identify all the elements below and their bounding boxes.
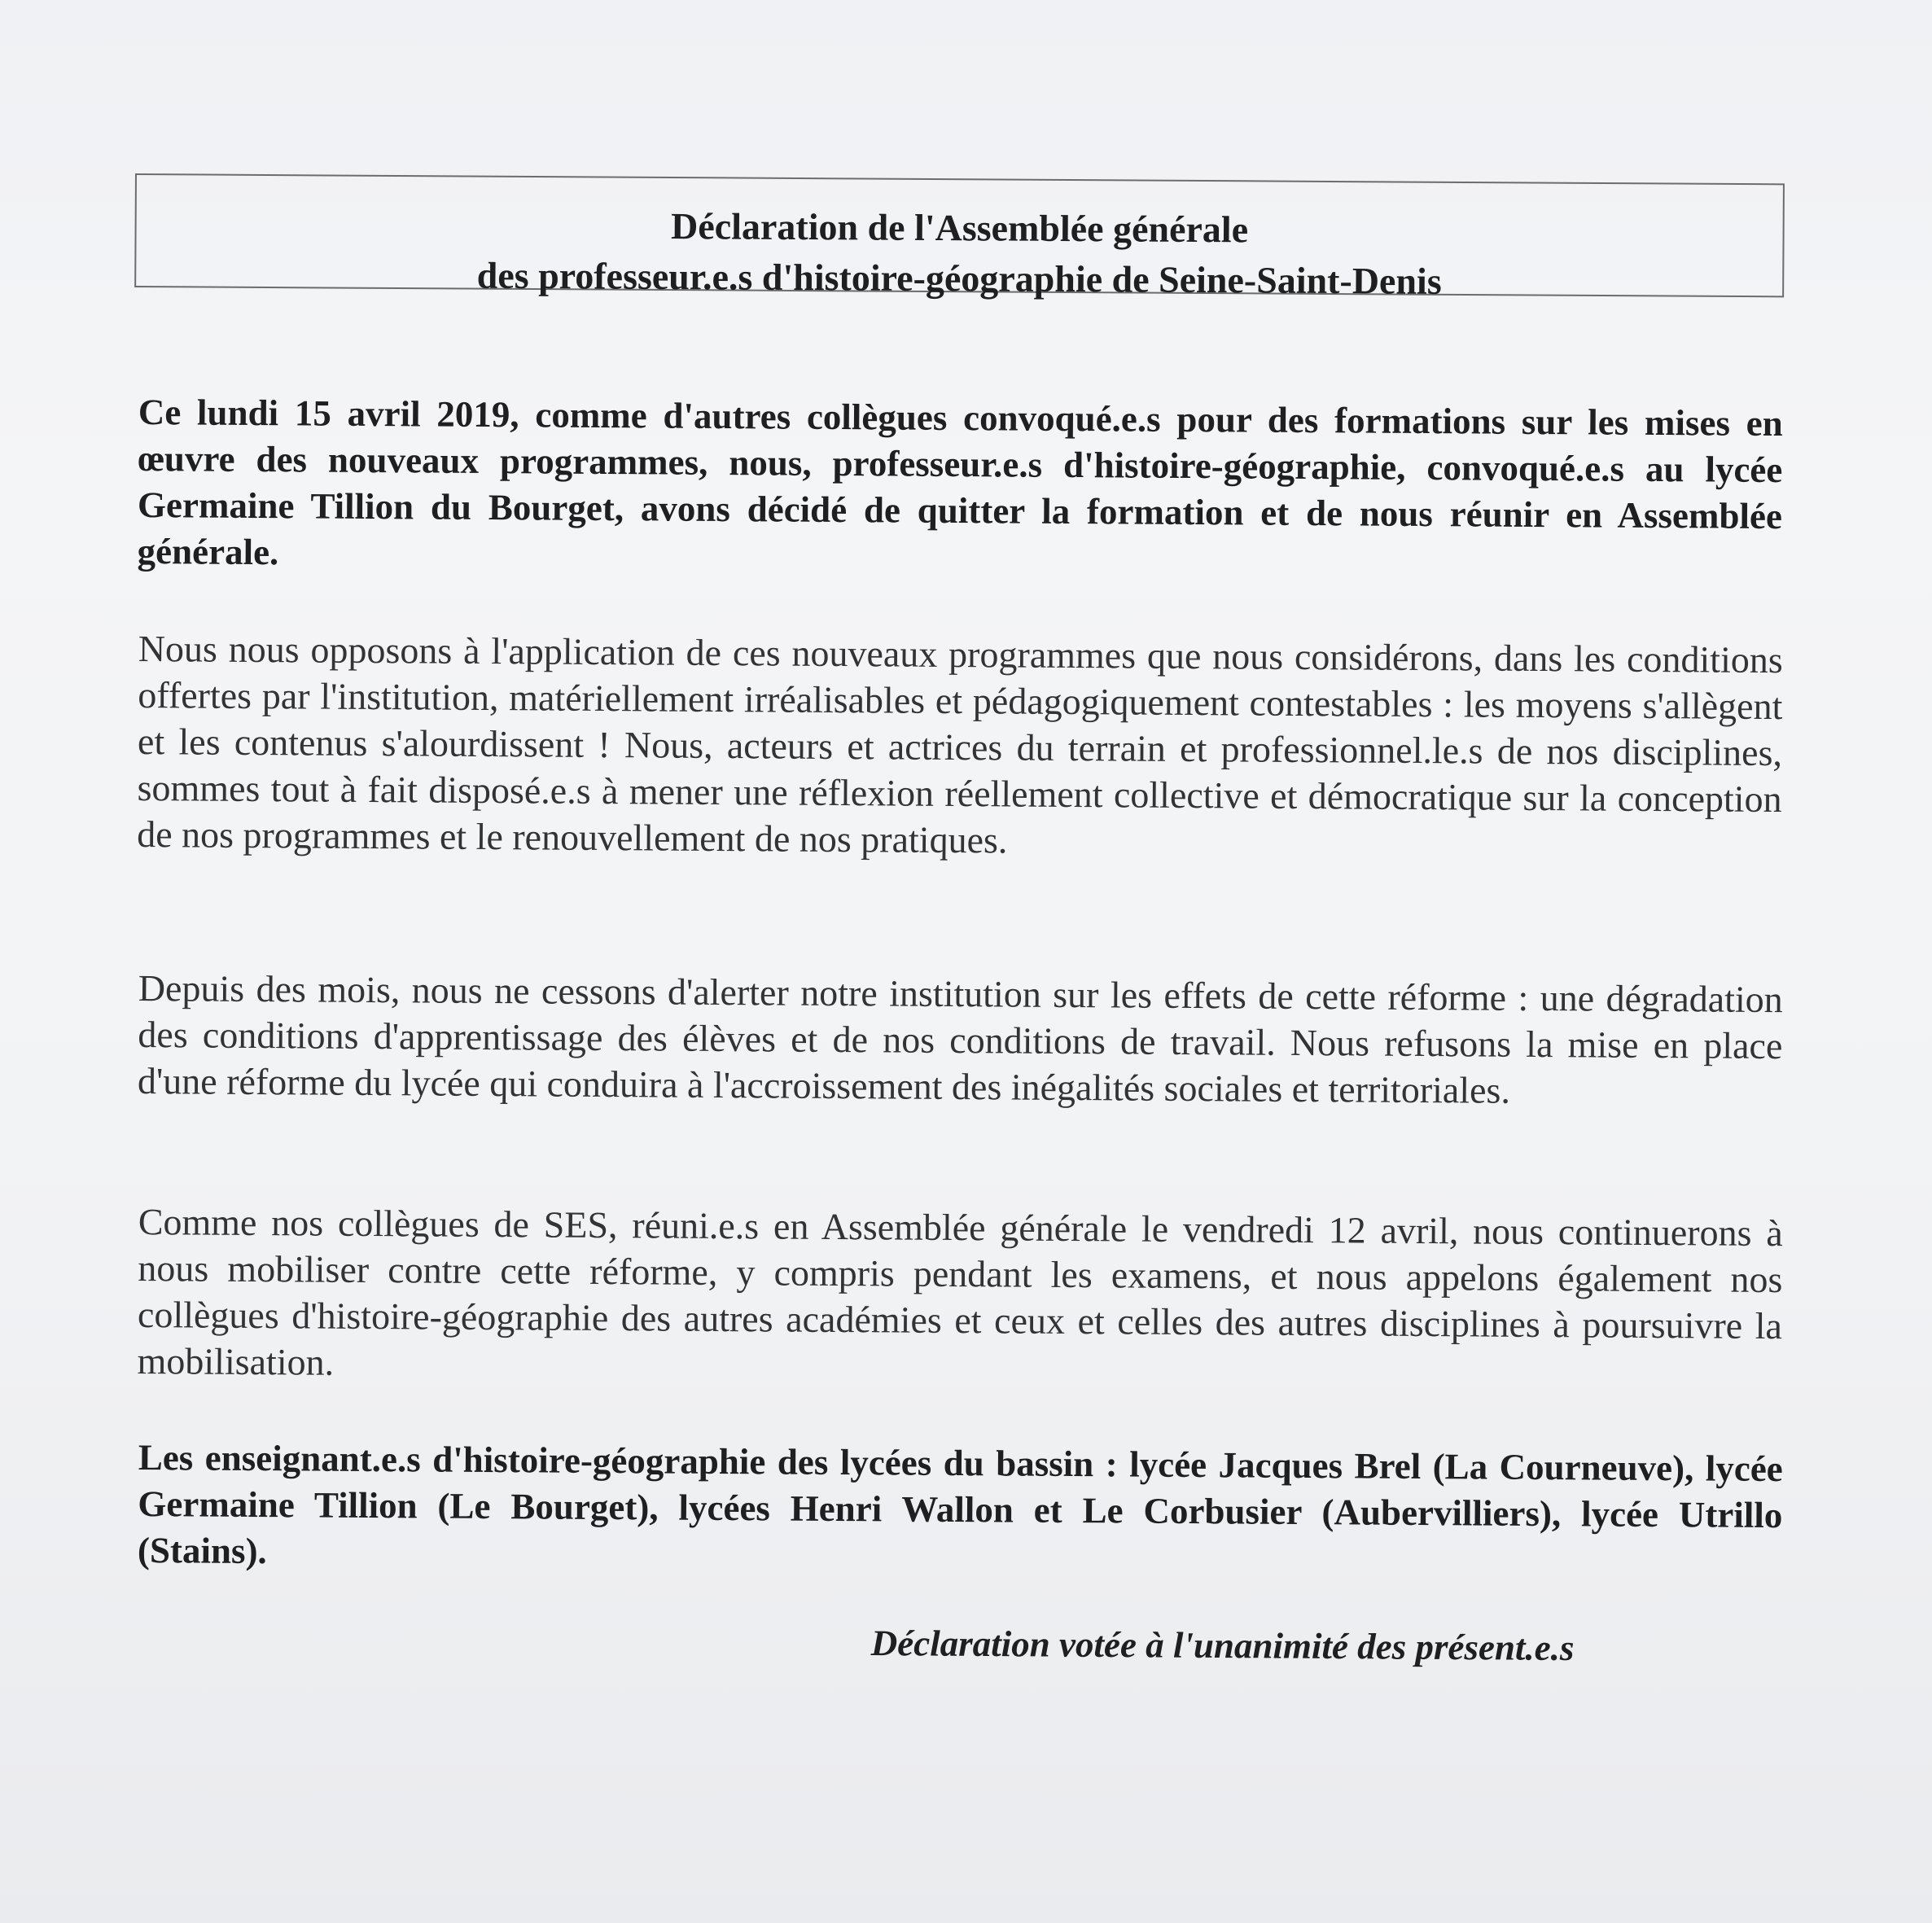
paragraph-signatories [138,1435,1783,1585]
paragraph-text: Comme nos collègues de SES, réuni.e.s en Assemblée générale le vendredi 12 avril, nous continuerons à nous mobiliser contre cette réforme, y compris pendant les examens, et nous appelons également nos collègues d'histoire-géographie des autres académies et ceux et celles des autres disciplines à poursuivre la mobilisation. [137,1200,1783,1383]
paragraph-text: Ce lundi 15 avril 2019, comme d'autres collègues convoqué.e.s pour des formations sur les mises en œuvre des nouveaux programmes, nous, professeur.e.s d'histoire-géographie, convoqué.e.s au lycée Germaine Tillion du Bourget, avons décidé de quitter la formation et de nous réunir en Assemblée générale. [137,391,1783,573]
paragraph-intro [137,389,1783,586]
paragraph-mobilisation [137,1198,1783,1395]
paragraph-text: Nous nous opposons à l'application de ces nouveaux programmes que nous considérons, dans les conditions offertes par l'institution, matériellement irréalisables et pédagogiquement contestables : les moyens s'allègent et les contenus s'alourdissent ! Nous, acteurs et actrices du terrain et professionnel.le.s de nos disciplines, sommes tout à fait disposé.e.s à mener une réflexion réellement collective et démocratique sur la conception de nos programmes et le renouvellement de nos pratiques. [137,627,1783,861]
paragraph-text: Depuis des mois, nous ne cessons d'alerter notre institution sur les effets de cette réforme : une dégradation des conditions d'apprentissage des élèves et de nos conditions de travail. Nous refusons la mise en place d'une réforme du lycée qui conduira à l'accroissement des inégalités sociales et territoriales. [137,966,1783,1111]
paragraph-opposition [137,625,1783,869]
document-title-line-1: Déclaration de l'Assemblée générale [670,205,1249,251]
document-title-line-2: des professeur.e.s d'histoire-géographie de Seine-Saint-Denis [476,254,1442,302]
paragraph-text: Les enseignant.e.s d'histoire-géographie des lycées du bassin : lycée Jacques Brel (La Courneuve), lycée Germaine Tillion (Le Bourget), lycées Henri Wallon et Le Corbusier (Aubervilliers), lycée Utrillo (Stains). [137,1436,1783,1572]
title-box [134,173,1785,302]
signature-line: Déclaration votée à l'unanimité des présent.e.s [870,1622,1575,1669]
paragraph-alert [138,965,1783,1115]
